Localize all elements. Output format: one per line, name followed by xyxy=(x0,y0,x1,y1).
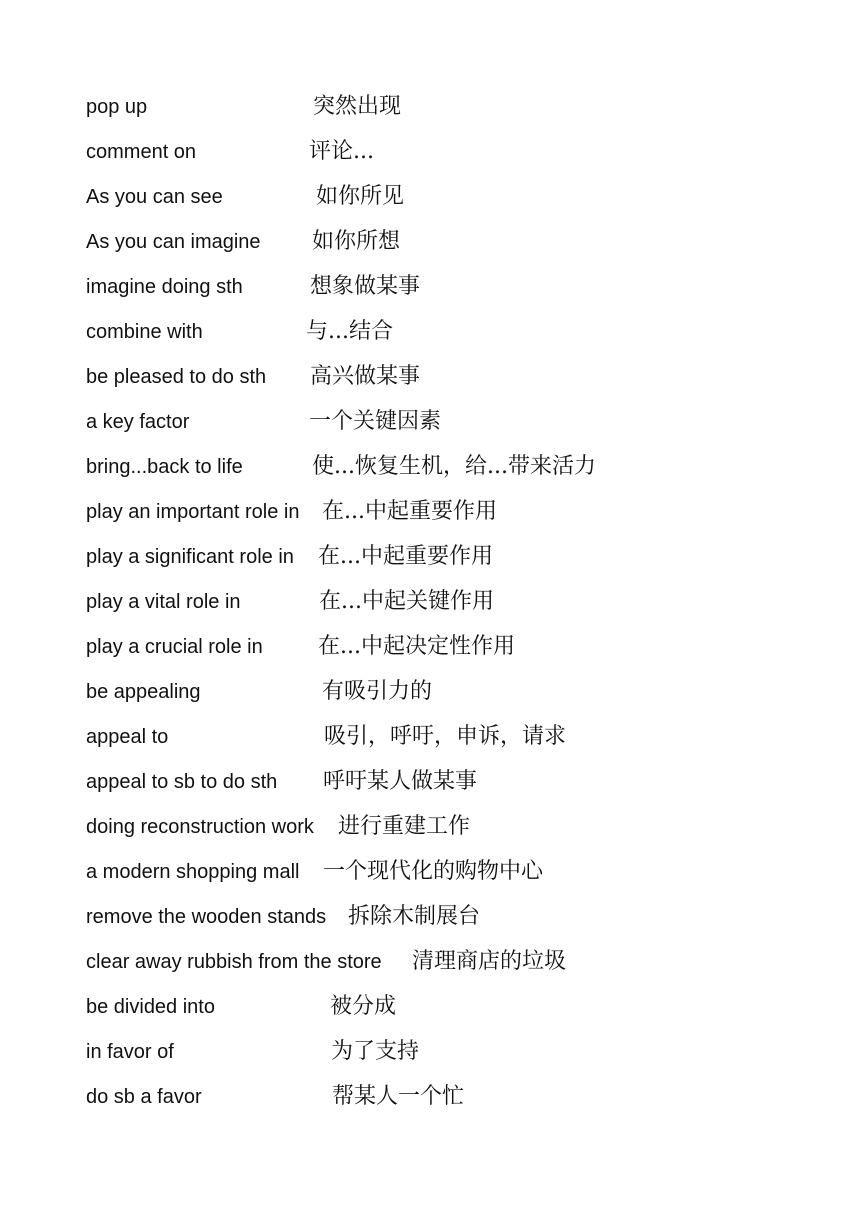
vocab-line xyxy=(0,672,860,712)
english-phrase: play a crucial role in xyxy=(86,636,263,658)
chinese-meaning: 想象做某事 xyxy=(310,274,421,299)
chinese-meaning: 如你所见 xyxy=(316,184,405,209)
english-phrase: As you can imagine xyxy=(86,231,261,253)
chinese-meaning: 帮某人一个忙 xyxy=(332,1084,465,1109)
vocab-line xyxy=(0,942,860,982)
chinese-meaning: 评论... xyxy=(309,139,374,164)
vocab-line xyxy=(0,717,860,757)
vocab-line xyxy=(0,582,860,622)
chinese-meaning: 吸引，呼吁，申诉，请求 xyxy=(324,724,567,749)
english-phrase: play an important role in xyxy=(86,501,300,523)
chinese-meaning: 高兴做某事 xyxy=(310,364,421,389)
vocab-line xyxy=(0,447,860,487)
chinese-meaning: 一个关键因素 xyxy=(309,409,442,434)
english-phrase: doing reconstruction work xyxy=(86,816,314,838)
english-phrase: appeal to sb to do sth xyxy=(86,771,278,793)
english-phrase: remove the wooden stands xyxy=(86,906,327,928)
vocab-line xyxy=(0,537,860,577)
english-phrase: play a vital role in xyxy=(86,591,241,613)
vocab-line xyxy=(0,357,860,397)
english-phrase: be pleased to do sth xyxy=(86,366,267,388)
chinese-meaning: 在...中起关键作用 xyxy=(319,589,494,614)
vocab-line xyxy=(0,852,860,892)
english-phrase: comment on xyxy=(86,141,197,163)
vocab-line xyxy=(0,897,860,937)
vocab-line xyxy=(0,87,860,127)
chinese-meaning: 呼吁某人做某事 xyxy=(323,769,478,794)
chinese-meaning: 如你所想 xyxy=(312,229,401,254)
chinese-meaning: 为了支持 xyxy=(331,1039,420,1064)
chinese-meaning: 被分成 xyxy=(330,994,397,1019)
vocab-line xyxy=(0,987,860,1027)
english-phrase: a key factor xyxy=(86,411,190,433)
vocab-line xyxy=(0,267,860,307)
vocab-line xyxy=(0,492,860,532)
chinese-meaning: 与...结合 xyxy=(306,319,393,344)
chinese-meaning: 进行重建工作 xyxy=(338,814,471,839)
vocab-line xyxy=(0,1032,860,1072)
vocab-line xyxy=(0,762,860,802)
chinese-meaning: 突然出现 xyxy=(313,94,402,119)
vocab-line xyxy=(0,627,860,667)
english-phrase: do sb a favor xyxy=(86,1086,202,1108)
chinese-meaning: 清理商店的垃圾 xyxy=(412,949,567,974)
english-phrase: bring...back to life xyxy=(86,456,243,478)
english-phrase: imagine doing sth xyxy=(86,276,243,298)
english-phrase: combine with xyxy=(86,321,203,343)
english-phrase: in favor of xyxy=(86,1041,174,1063)
english-phrase: a modern shopping mall xyxy=(86,861,300,883)
chinese-meaning: 在...中起重要作用 xyxy=(322,499,497,524)
chinese-meaning: 在...中起重要作用 xyxy=(318,544,493,569)
vocab-line xyxy=(0,1077,860,1117)
chinese-meaning: 使...恢复生机，给...带来活力 xyxy=(312,454,596,479)
vocab-line xyxy=(0,312,860,352)
english-phrase: As you can see xyxy=(86,186,223,208)
vocab-line xyxy=(0,807,860,847)
english-phrase: appeal to xyxy=(86,726,169,748)
english-phrase: be divided into xyxy=(86,996,215,1018)
chinese-meaning: 在...中起决定性作用 xyxy=(318,634,515,659)
chinese-meaning: 一个现代化的购物中心 xyxy=(323,859,544,884)
english-phrase: be appealing xyxy=(86,681,201,703)
vocab-line xyxy=(0,222,860,262)
chinese-meaning: 拆除木制展台 xyxy=(348,904,481,929)
vocab-line xyxy=(0,402,860,442)
english-phrase: play a significant role in xyxy=(86,546,294,568)
english-phrase: pop up xyxy=(86,96,148,118)
vocab-line xyxy=(0,177,860,217)
vocab-line xyxy=(0,132,860,172)
chinese-meaning: 有吸引力的 xyxy=(322,679,433,704)
english-phrase: clear away rubbish from the store xyxy=(86,951,382,973)
